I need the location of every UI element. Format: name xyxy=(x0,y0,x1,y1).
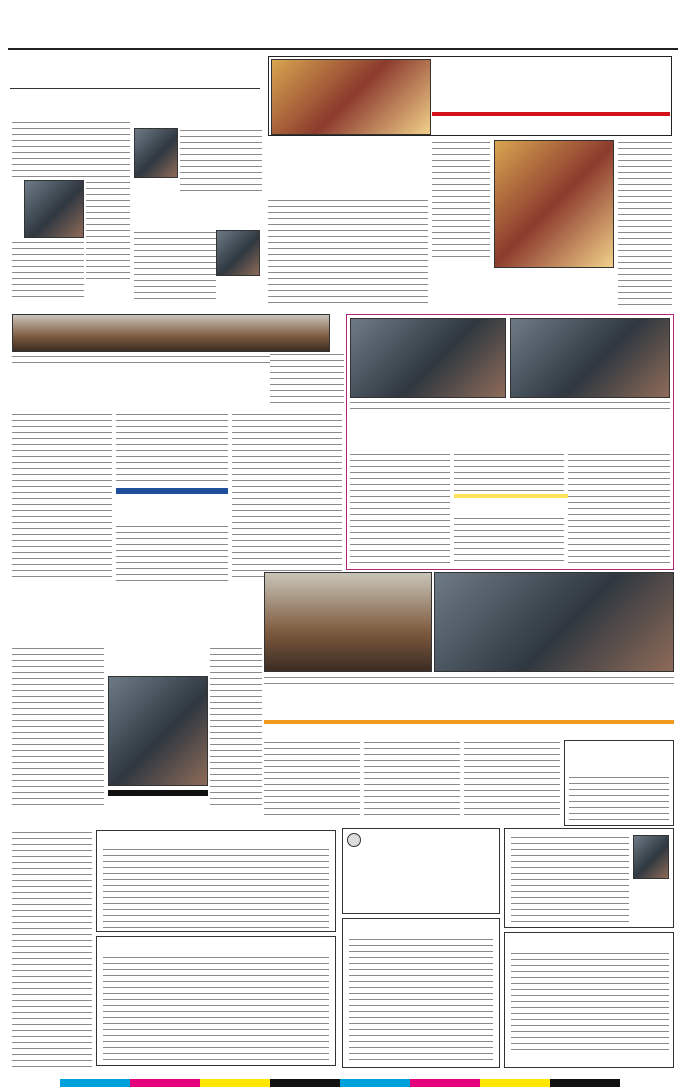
body-text xyxy=(268,198,428,308)
body-text xyxy=(264,740,360,820)
jathedar-story-sub xyxy=(264,720,674,724)
akali-group-photo xyxy=(510,318,670,398)
body-text xyxy=(12,240,84,300)
university-seal-icon xyxy=(347,833,361,847)
body-text xyxy=(568,452,670,564)
conference-photo xyxy=(12,314,330,352)
congregation-photo xyxy=(434,572,674,672)
winners-group-photo xyxy=(271,59,431,135)
lead-right-headline-block xyxy=(268,56,672,136)
photo-caption xyxy=(350,400,670,414)
nuclear-story-pull xyxy=(108,790,208,796)
guru-story-pull xyxy=(116,488,228,494)
body-text xyxy=(134,230,216,300)
cmyk-color-bar xyxy=(60,1079,620,1087)
tender-notice-ad xyxy=(342,918,500,1068)
minister-photo xyxy=(108,676,208,786)
divider xyxy=(10,88,260,89)
body-text xyxy=(454,452,564,492)
body-text xyxy=(12,412,112,582)
body-text xyxy=(364,740,460,820)
ad-text xyxy=(103,955,329,1061)
politician-photo xyxy=(24,180,84,238)
lead-right-sub xyxy=(432,112,670,116)
punjab-govt-ad xyxy=(96,830,336,932)
body-text xyxy=(232,412,342,582)
body-text xyxy=(454,516,564,564)
body-text xyxy=(12,830,92,1070)
punjabi-university-ad xyxy=(342,828,500,914)
body-text xyxy=(350,452,450,564)
press-photo xyxy=(350,318,506,398)
body-text xyxy=(116,412,228,482)
body-text xyxy=(270,352,344,408)
notice-title xyxy=(505,933,673,939)
body-text xyxy=(464,740,560,820)
ad-text xyxy=(511,951,669,1051)
right-notice-ad xyxy=(504,828,674,928)
ad-text xyxy=(569,775,669,821)
gathering-photo xyxy=(264,572,432,672)
politician-photo xyxy=(134,128,178,178)
body-text xyxy=(86,180,130,280)
punjab-govt-ad-title xyxy=(97,831,335,837)
gndu-ad-title xyxy=(565,741,673,747)
tender-title xyxy=(343,919,499,925)
gndu-bottom-ad xyxy=(96,936,336,1066)
body-text xyxy=(116,524,228,582)
photo-caption xyxy=(264,675,674,689)
gndu-ad xyxy=(564,740,674,826)
gndu-bottom-ad-title xyxy=(97,937,335,943)
ad-text xyxy=(103,847,329,929)
masthead xyxy=(8,28,678,50)
ad-text xyxy=(349,937,493,1063)
body-text xyxy=(180,128,262,196)
winners-photo xyxy=(494,140,614,268)
body-text xyxy=(432,140,490,260)
politician-photo xyxy=(216,230,260,276)
portrait-photo xyxy=(633,835,669,879)
body-text xyxy=(12,646,104,810)
ad-text xyxy=(511,835,629,923)
body-text xyxy=(12,120,130,178)
body-text xyxy=(210,646,262,810)
public-notice-ad xyxy=(504,932,674,1068)
body-text xyxy=(618,140,672,305)
